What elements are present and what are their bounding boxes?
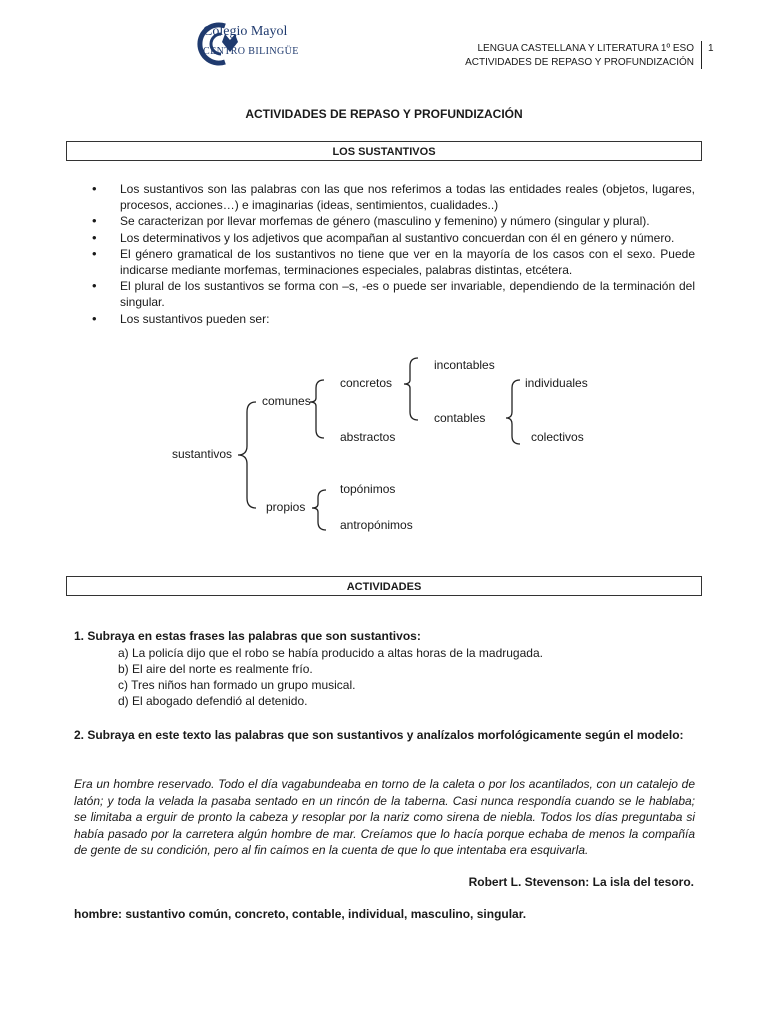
question-2-title: 2. Subraya en este texto las palabras que son sustantivos y analízalos morfológicamente según el modelo: bbox=[74, 728, 684, 742]
tree-antroponimos: antropónimos bbox=[340, 518, 413, 532]
header-subject: LENGUA CASTELLANA Y LITERATURA 1º ESO bbox=[477, 43, 694, 54]
question-1-title: 1. Subraya en estas frases las palabras que son sustantivos: bbox=[74, 629, 421, 643]
page-number: 1 bbox=[708, 43, 714, 54]
list-item: • Los sustantivos son las palabras con las que nos referimos a todas las entidades reales (objetos, lugares, procesos, acciones…) e imaginarias (ideas, sentimientos, cualidades..) bbox=[92, 181, 695, 213]
analysis-model: hombre: sustantivo común, concreto, contable, individual, masculino, singular. bbox=[74, 907, 527, 921]
tree-abstractos: abstractos bbox=[340, 430, 396, 444]
tree-comunes: comunes bbox=[262, 394, 311, 408]
bullet-icon: • bbox=[92, 213, 97, 229]
bullet-icon: • bbox=[92, 181, 97, 196]
section-heading-sustantivos: LOS SUSTANTIVOS bbox=[66, 141, 702, 161]
section-heading-actividades: ACTIVIDADES bbox=[66, 576, 702, 596]
list-item: • El género gramatical de los sustantivos no tiene que ver en la mayoría de los casos con el sexo. Puede indicarse mediante morfemas, terminaciones especiales, palabras distintas, etcétera. bbox=[92, 245, 695, 278]
bullet-icon: • bbox=[92, 245, 97, 261]
question-1-item: a) La policía dijo que el robo se había producido a altas horas de la madrugada. bbox=[118, 646, 543, 660]
question-1-item: d) El abogado defendió al detenido. bbox=[118, 694, 308, 708]
bullet-icon: • bbox=[92, 310, 97, 326]
tree-propios: propios bbox=[266, 500, 306, 514]
text-author: Robert L. Stevenson: La isla del tesoro. bbox=[468, 875, 694, 889]
list-item: • Los determinativos y los adjetivos que acompañan al sustantivo concuerdan con él en género y número. bbox=[92, 229, 675, 245]
header-section: ACTIVIDADES DE REPASO Y PROFUNDIZACIÓN bbox=[465, 57, 694, 68]
tree-concretos: concretos bbox=[340, 376, 393, 390]
tree-contables: contables bbox=[434, 411, 486, 425]
tree-sustantivos: sustantivos bbox=[172, 447, 233, 461]
school-subtitle: CENTRO BILINGÜE bbox=[203, 46, 299, 57]
reading-text: Era un hombre reservado. Todo el día vagabundeaba en torno de la caleta o por los acantilados, con un catalejo de latón; y toda la velada la pasaba sentado en un rincón de la taberna. Casi nunca respondía cuando se le hablaba; se limitaba a erguir de pronto la cabeza y resoplar por la nariz como sirena de niebla. Todos los días preguntaba si había pasado por la carretera algún hombre de mar. Creíamos que lo hacía porque echaba de menos la compañía de gente de su condición, pero al fin caímos en la cuenta de que lo que intentaba era esquivarla. bbox=[74, 777, 695, 857]
question-1-item: c) Tres niños han formado un grupo musical. bbox=[118, 678, 356, 692]
list-item: • El plural de los sustantivos se forma con –s, -es o puede ser invariable, dependiendo de la terminación del singular. bbox=[92, 278, 695, 310]
list-item: • Se caracterizan por llevar morfemas de género (masculino y femenino) y número (singular y plural). bbox=[92, 213, 650, 229]
tree-toponimos: topónimos bbox=[340, 482, 396, 496]
tree-incontables: incontables bbox=[434, 358, 495, 372]
question-1-item: b) El aire del norte es realmente frío. bbox=[118, 662, 313, 676]
bullet-icon: • bbox=[92, 229, 97, 245]
bullet-icon: • bbox=[92, 278, 97, 294]
page-title: ACTIVIDADES DE REPASO Y PROFUNDIZACIÓN bbox=[245, 107, 523, 121]
school-name: Colegio Mayol bbox=[203, 24, 288, 39]
tree-colectivos: colectivos bbox=[531, 430, 584, 444]
tree-individuales: individuales bbox=[525, 376, 588, 390]
list-item: • Los sustantivos pueden ser: bbox=[92, 310, 270, 326]
